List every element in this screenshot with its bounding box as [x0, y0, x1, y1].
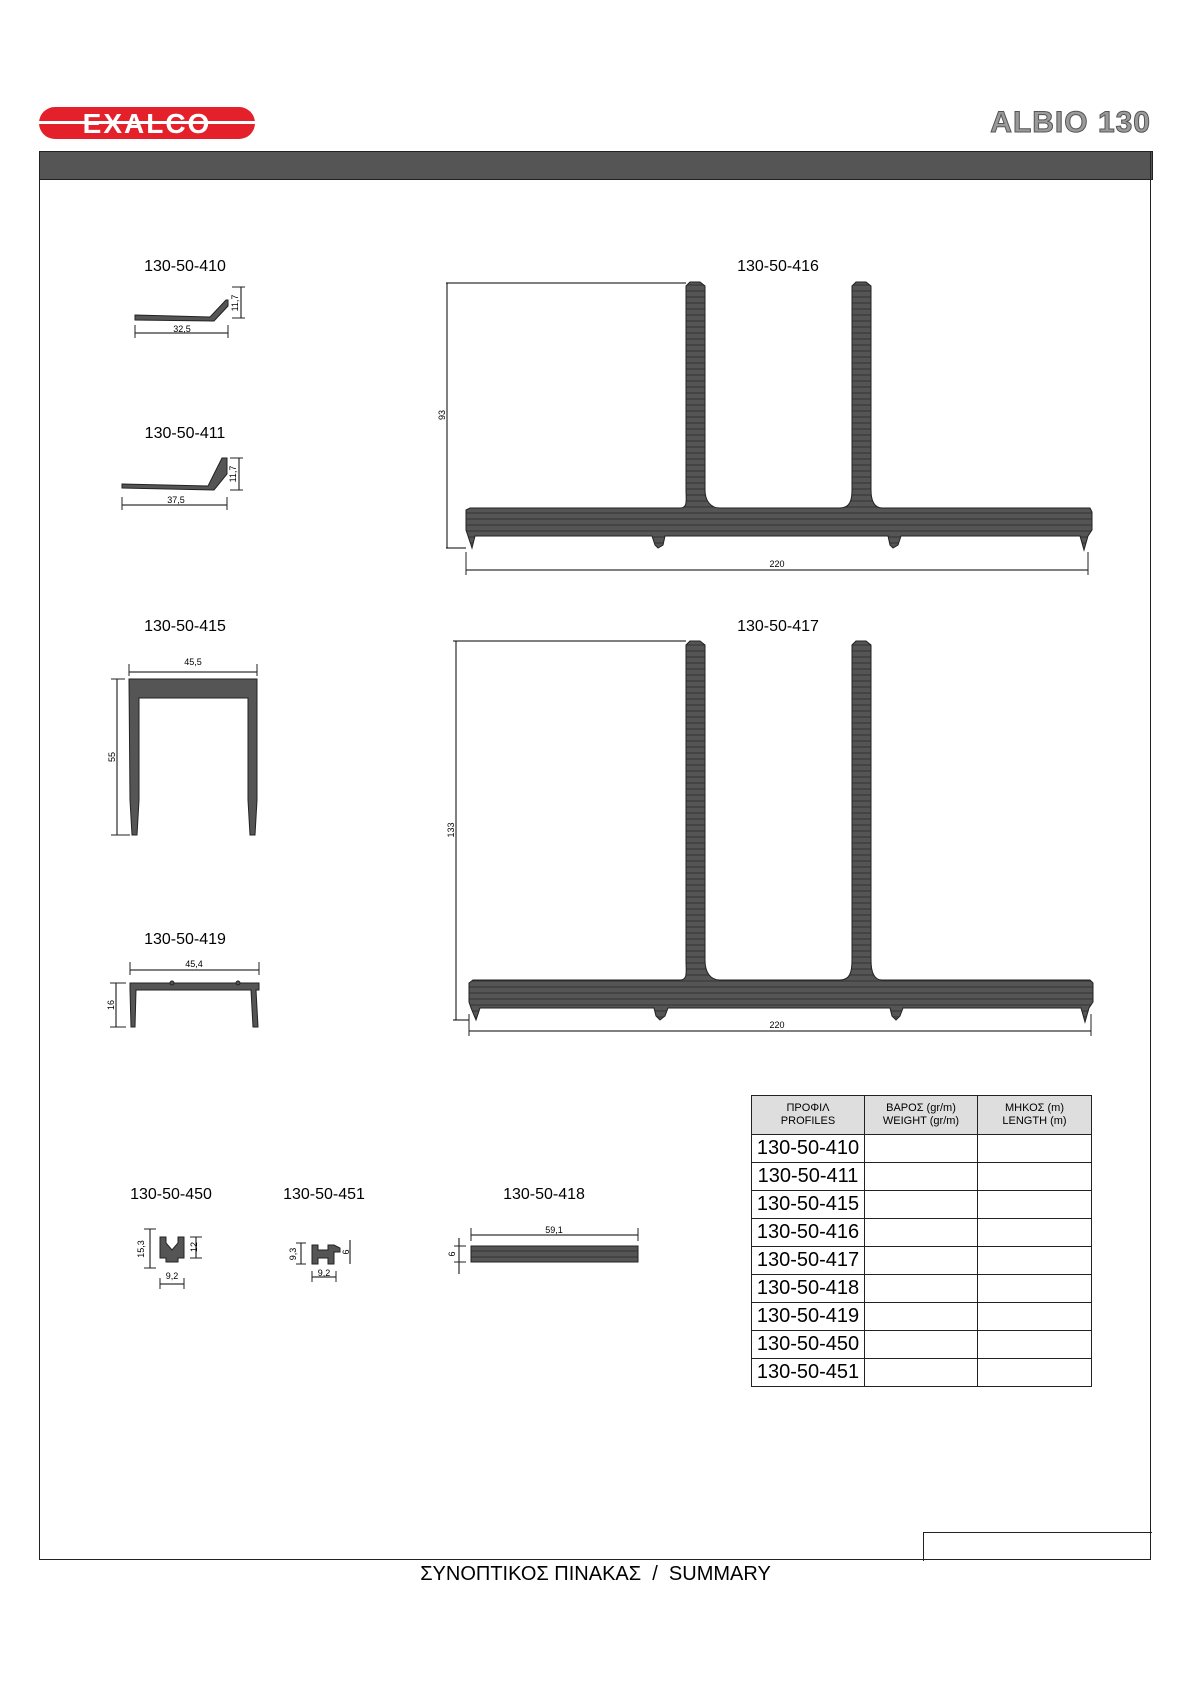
dim-417-height: 133 [446, 822, 456, 838]
profile-code-451: 130-50-451 [283, 1186, 365, 1203]
dim-417-width: 220 [769, 1020, 785, 1030]
brand-text: EXALCO [82, 108, 212, 139]
dim-410-height: 11,7 [230, 294, 240, 312]
dim-418-height: 6 [447, 1251, 457, 1257]
profile-416-drawing [446, 282, 1092, 575]
dim-411-width: 37,5 [167, 495, 185, 505]
profile-code-419: 130-50-419 [144, 931, 226, 948]
profile-417-drawing [453, 641, 1093, 1036]
page-footer-title: ΣΥΝΟΠΤΙΚΟΣ ΠΙΝΑΚΑΣ / SUMMARY [420, 1563, 771, 1585]
dim-415-width: 45,5 [184, 657, 202, 667]
header-profiles: ΠΡΟΦΙΛ PROFILES [752, 1096, 865, 1135]
dim-450-height: 15,3 [136, 1240, 146, 1258]
table-row: 130-50-419 [752, 1303, 1092, 1331]
table-row: 130-50-411 [752, 1163, 1092, 1191]
dim-451-width: 9,2 [317, 1268, 331, 1278]
table-row: 130-50-418 [752, 1275, 1092, 1303]
profile-code-416: 130-50-416 [737, 258, 819, 275]
profile-419-drawing [110, 962, 259, 1027]
dim-450-inner: 12 [189, 1241, 199, 1253]
table-row: 130-50-451 [752, 1359, 1092, 1387]
dim-419-width: 45,4 [185, 959, 203, 969]
profile-code-418: 130-50-418 [503, 1186, 585, 1203]
header-length: ΜΗΚΟΣ (m) LENGTH (m) [978, 1096, 1092, 1135]
dim-419-height: 16 [106, 999, 116, 1011]
dim-411-height: 11,7 [228, 465, 238, 483]
table-row: 130-50-410 [752, 1135, 1092, 1163]
dim-418-width: 59,1 [545, 1225, 563, 1235]
dim-451-height: 9,3 [288, 1247, 298, 1261]
profile-code-411: 130-50-411 [144, 425, 226, 442]
profile-code-450: 130-50-450 [130, 1186, 212, 1203]
table-row: 130-50-450 [752, 1331, 1092, 1359]
dim-415-height: 55 [107, 751, 117, 763]
profile-code-410: 130-50-410 [144, 258, 226, 275]
header-weight: ΒΑΡΟΣ (gr/m) WEIGHT (gr/m) [865, 1096, 978, 1135]
dim-416-width: 220 [769, 559, 785, 569]
dim-450-width: 9,2 [165, 1271, 179, 1281]
table-row: 130-50-416 [752, 1219, 1092, 1247]
dim-451-inner: 6 [341, 1249, 351, 1255]
table-row: 130-50-417 [752, 1247, 1092, 1275]
profile-code-417: 130-50-417 [737, 618, 819, 635]
series-title: ALBIO 130 [990, 106, 1151, 139]
dim-410-width: 32,5 [173, 324, 191, 334]
profile-code-415: 130-50-415 [144, 618, 226, 635]
summary-table [751, 1095, 1092, 1387]
table-row: 130-50-415 [752, 1191, 1092, 1219]
dim-416-height: 93 [437, 409, 447, 421]
profile-415-drawing [111, 664, 257, 835]
